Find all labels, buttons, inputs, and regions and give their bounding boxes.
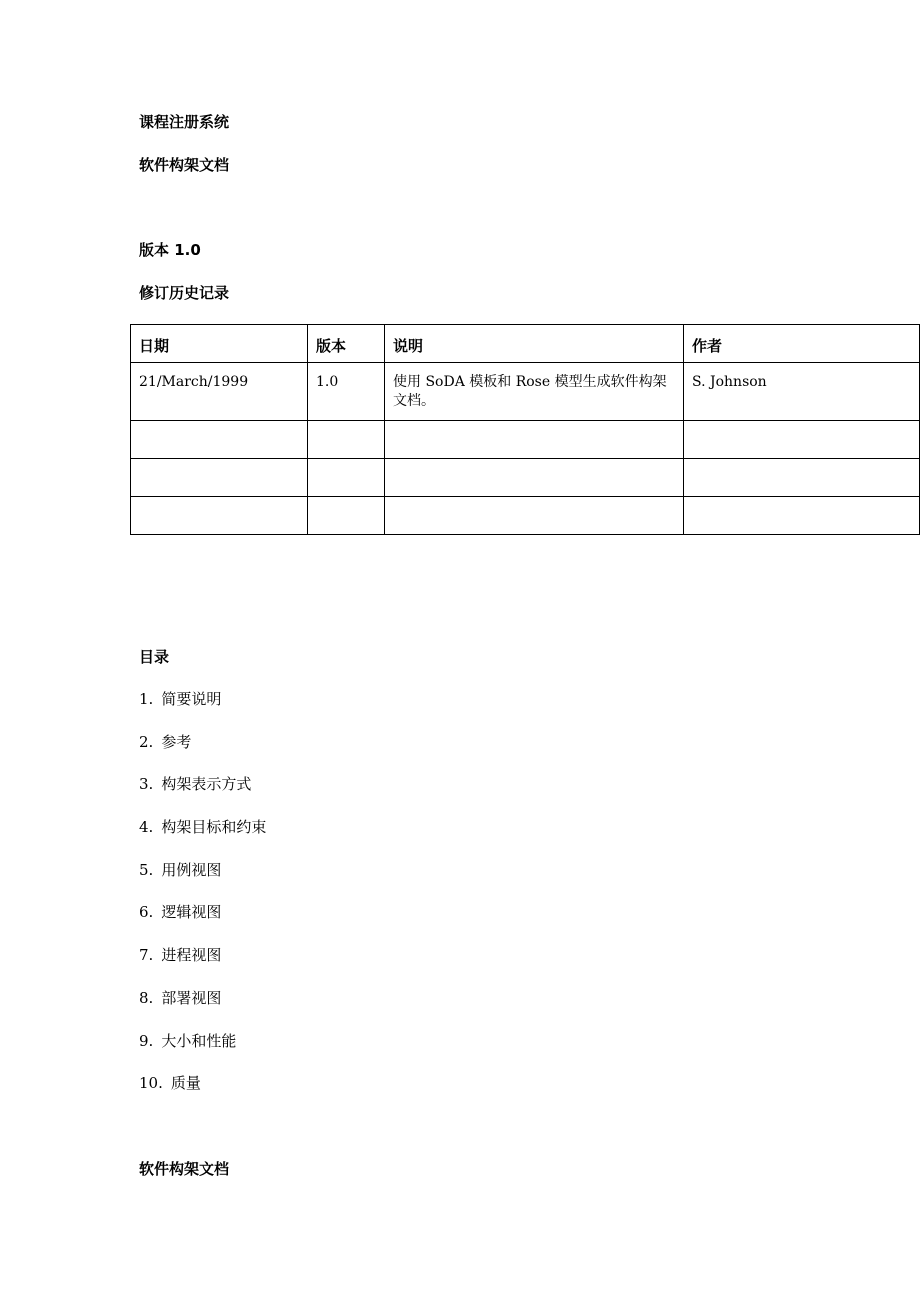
toc-item-number: 4. — [139, 818, 154, 837]
cell-version — [308, 459, 385, 497]
toc-item-number: 5. — [139, 860, 154, 879]
cell-date — [131, 421, 308, 459]
cell-description: 使用 SoDA 模板和 Rose 模型生成软件构架文档。 — [385, 363, 684, 421]
cell-description — [385, 497, 684, 535]
toc-item-label: 用例视图 — [161, 860, 222, 879]
toc-item-label: 逻辑视图 — [161, 903, 222, 922]
toc-item-number: 9. — [139, 1031, 154, 1050]
system-title: 课程注册系统 — [139, 113, 230, 131]
cell-description — [385, 421, 684, 459]
toc-item-number: 2. — [139, 732, 154, 751]
toc-item[interactable] — [139, 774, 266, 817]
cell-author — [684, 497, 920, 535]
cell-date: 21/March/1999 — [131, 363, 308, 421]
toc-item[interactable] — [139, 902, 266, 945]
revision-history-heading: 修订历史记录 — [139, 284, 230, 302]
revision-history-table — [130, 324, 920, 535]
cell-description — [385, 459, 684, 497]
table-row — [131, 363, 920, 421]
version-line: 版本 1.0 — [139, 241, 201, 259]
toc-item-number: 7. — [139, 946, 154, 965]
toc-item-number: 6. — [139, 903, 154, 922]
toc-item[interactable] — [139, 817, 266, 860]
document-title: 软件构架文档 — [139, 156, 230, 174]
toc-item[interactable] — [139, 732, 266, 775]
cell-version — [308, 497, 385, 535]
toc-item-label: 构架表示方式 — [161, 775, 252, 794]
table-of-contents — [139, 689, 266, 1116]
toc-heading: 目录 — [139, 648, 170, 666]
toc-item-number: 10. — [139, 1074, 163, 1093]
toc-item-label: 简要说明 — [161, 690, 222, 708]
header-version: 版本 — [308, 325, 385, 363]
toc-item-number: 1. — [139, 690, 154, 708]
cell-author — [684, 421, 920, 459]
toc-item[interactable] — [139, 1031, 266, 1074]
toc-item-number: 3. — [139, 775, 154, 794]
cell-version: 1.0 — [308, 363, 385, 421]
table-row — [131, 421, 920, 459]
toc-item[interactable] — [139, 988, 266, 1031]
toc-item-label: 大小和性能 — [161, 1031, 237, 1050]
toc-item-label: 参考 — [161, 732, 192, 751]
cell-date — [131, 459, 308, 497]
table-header-row — [131, 325, 920, 363]
cell-date — [131, 497, 308, 535]
cell-author — [684, 459, 920, 497]
toc-item-label: 部署视图 — [161, 988, 222, 1007]
header-author: 作者 — [684, 325, 920, 363]
toc-item[interactable] — [139, 689, 266, 732]
header-date: 日期 — [131, 325, 308, 363]
cell-version — [308, 421, 385, 459]
toc-item[interactable] — [139, 945, 266, 988]
toc-item-label: 质量 — [170, 1074, 201, 1093]
toc-item-label: 进程视图 — [161, 946, 222, 965]
toc-item-number: 8. — [139, 988, 154, 1007]
cell-author: S. Johnson — [684, 363, 920, 421]
table-row — [131, 497, 920, 535]
toc-item[interactable] — [139, 1073, 266, 1116]
toc-item-label: 构架目标和约束 — [161, 818, 267, 837]
toc-item[interactable] — [139, 860, 266, 903]
header-description: 说明 — [385, 325, 684, 363]
footer-document-title: 软件构架文档 — [139, 1160, 230, 1178]
table-row — [131, 459, 920, 497]
